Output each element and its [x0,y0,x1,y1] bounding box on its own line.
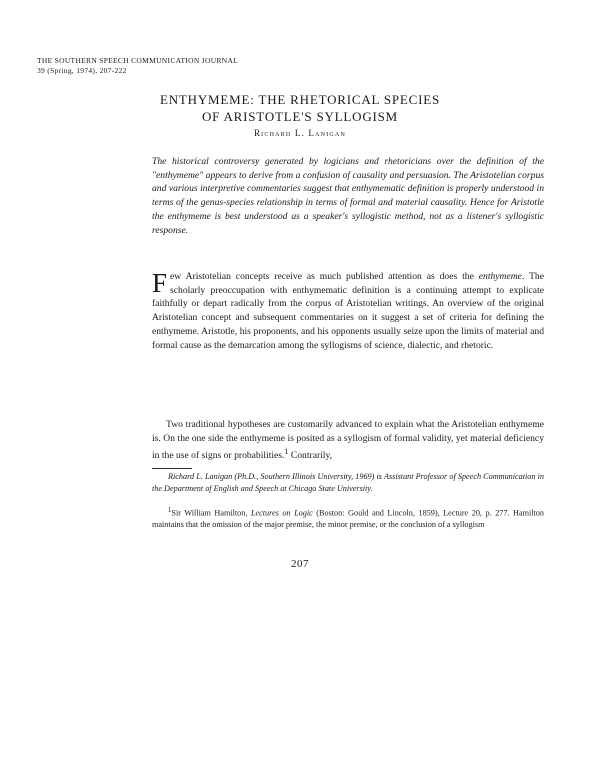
page-number: 207 [291,558,309,570]
footnote-1-number: 1 [168,507,172,514]
p1-text-a: ew Aristotelian concepts receive as much published attention as does the [170,271,479,282]
footnote-1 [152,505,544,531]
journal-volume-info: 39 (Spring, 1974), 207-222 [37,66,127,75]
author-footnote: Richard L. Lanigan (Ph.D., Southern Illinois University, 1969) is Assistant Professor of Speech Communication in the Department of English and Speech at Chicago State University. [152,472,544,493]
article-title [60,91,540,125]
abstract: The historical controversy generated by logicians and rhetoricians over the definition of the "enthymeme" appears to derive from a confusion of causality and persuasion. The Aristotelian corpus and various interpretive commentaries suggest that enthymematic definition is properly understood in terms of the genus-species relationship in terms of formal and material causality. Hence for Aristotle the enthymeme is best understood as a speaker's syllogistic method, not as a listener's syllogistic response. [152,156,544,236]
p2-text-a: Two traditional hypotheses are customarily advanced to explain what the Aristotelian enthymeme is. On the one side the enthymeme is posited as a syllogism of formal validity, yet material deficiency in the use of signs or probabilities. [152,419,544,462]
journal-header [37,56,238,76]
footnote-1-text-b: (Boston: Gould and Lincoln, 1859), Lecture 20, p. 277. Hamilton maintains that the omission of the major premise, the minor premise, or the conclusion of a syllogism [152,508,544,530]
p1-text-b: . The scholarly preoccupation with enthymematic definition is a continuing attempt to explicate faithfully or depart radically from the corpus of Aristotelian writings. An overview of the original Aristotelian concept and subsequent commentaries on it suggest a set of criteria for defining the enthymeme. Aristotle, his proponents, and his opponents usually seize upon the limits of material and formal cause as the demarcation among the syllogisms of science, dialectic, and rhetoric. [152,271,544,351]
p2-text-b: Contrarily, [288,450,333,462]
footnote-1-emphasis: Lectures on Logic [250,508,313,518]
footnote-1-text-a: Sir William Hamilton, [171,508,251,518]
body-paragraph-1 [152,270,544,352]
journal-name: THE SOUTHERN SPEECH COMMUNICATION JOURNAL [37,56,239,65]
title-line-1: ENTHYMEME: THE RHETORICAL SPECIES [159,92,441,107]
author-name: Richard L. Lanigan [253,128,346,138]
footnote-ref-1: 1 [284,447,289,457]
drop-cap: F [152,268,168,298]
footnote-divider [152,468,192,469]
title-line-2: OF ARISTOTLE'S SYLLOGISM [201,109,399,124]
body-paragraph-2 [152,418,544,463]
p1-emphasis: enthymeme [478,271,522,282]
